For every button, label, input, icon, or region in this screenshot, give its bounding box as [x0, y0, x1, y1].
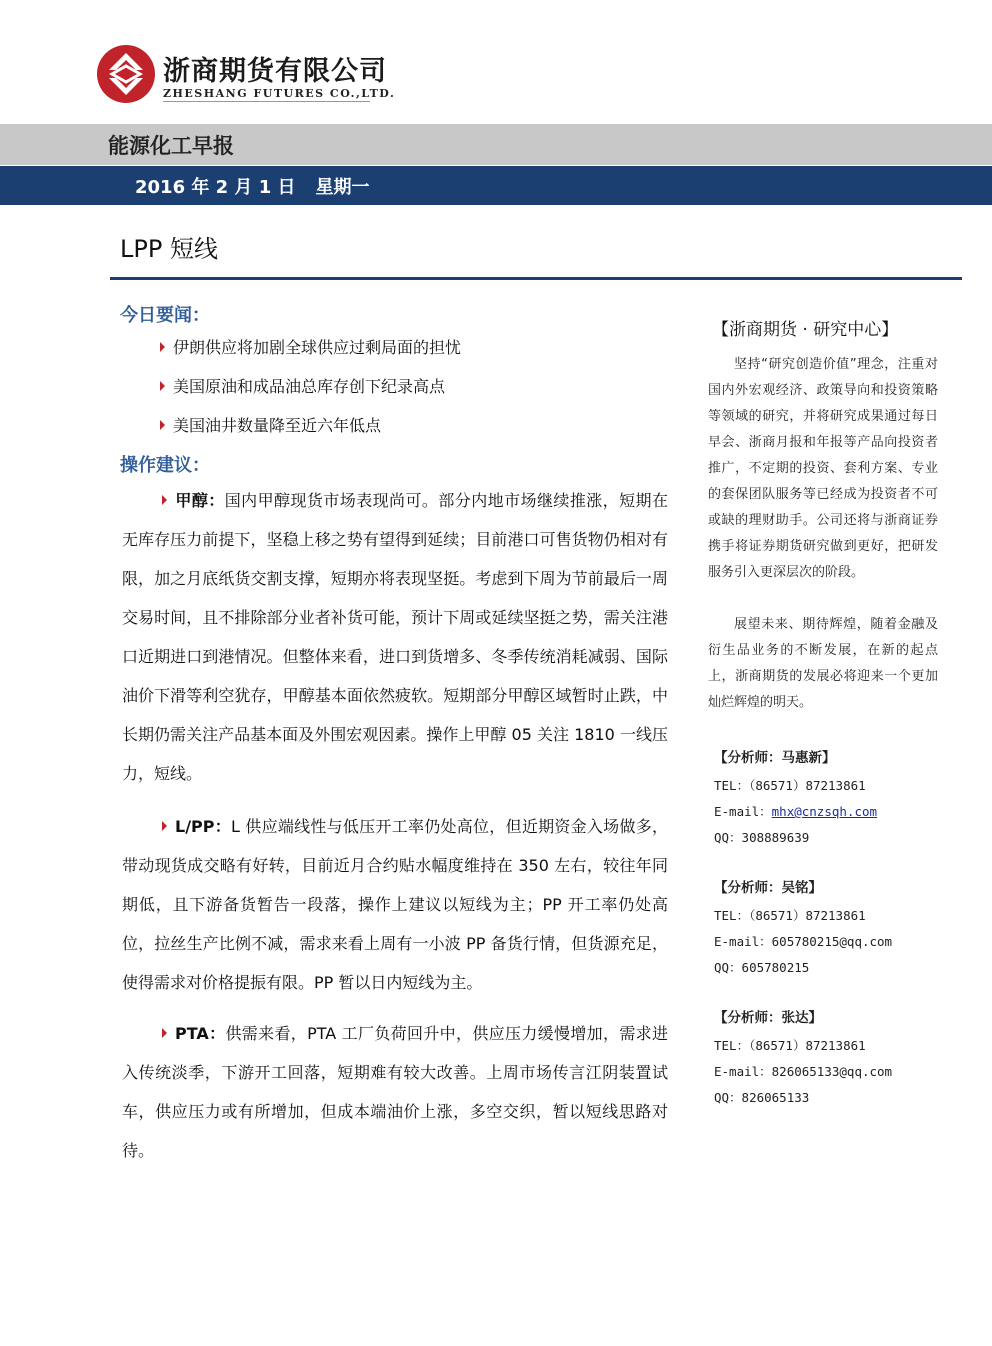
triangle-bullet-icon [160, 381, 165, 391]
analyst-card [714, 1006, 954, 1111]
advice-label: PTA： [175, 1024, 226, 1043]
news-item-text: 美国油井数量降至近六年低点 [173, 416, 382, 435]
analyst-email-label: E-mail： [714, 1064, 772, 1079]
advice-lpp [122, 807, 668, 1002]
analyst-email-line [714, 799, 954, 825]
news-heading: 今日要闻： [120, 305, 210, 326]
news-item-text: 伊朗供应将加剧全球供应过剩局面的担忧 [173, 338, 462, 357]
analyst-email-link[interactable]: mhx@cnzsqh.com [771, 804, 878, 819]
analyst-email-label: E-mail： [714, 934, 772, 949]
news-item-text: 美国原油和成品油总库存创下纪录高点 [173, 377, 446, 396]
sidebar-paragraph: 坚持“研究创造价值”理念，注重对国内外宏观经济、政策导向和投资策略等领域的研究，并将研究成果通过每日早会、浙商月报和年报等产品向投资者推广，不定期的投资、套利方案、专业的套保团队服务等已经成为投资者不可或缺的理财助手。公司还将与浙商证券携手将证券期货研究做到更好，把研发服务引入更深层次的阶段。 [708, 357, 938, 580]
analyst-email-label: E-mail： [714, 804, 772, 819]
analyst-name: 【分析师：马惠新】 [714, 750, 836, 766]
advice-text: 国内甲醇现货市场表现尚可。部分内地市场继续推涨，短期在无库存压力前提下，坚稳上移之势有望得到延续；目前港口可售货物仍相对有限，加之月底纸货交割支撑，短期亦将表现坚挺。考虑到下周为节前最后一周交易时间，且不排除部分业者补货可能，预计下周或延续坚挺之势，需关注港口近期进口到港情况。但整体来看，进口到货增多、冬季传统消耗减弱、国际油价下滑等利空犹存，甲醇基本面依然疲软。短期部分甲醇区域暂时止跌，中长期仍需关注产品基本面及外围宏观因素。操作上甲醇 05 关注 1810 一线压力，短线。 [122, 491, 668, 783]
analyst-card [714, 876, 954, 981]
analyst-email-line [714, 929, 954, 955]
company-name-cn: 浙商期货有限公司 [163, 56, 387, 87]
analyst-tel: TEL：（86571）87213861 [714, 778, 866, 793]
advice-pta [122, 1014, 668, 1170]
news-item [160, 413, 381, 436]
triangle-bullet-icon [162, 1028, 167, 1038]
advice-heading: 操作建议： [120, 455, 210, 476]
analyst-email-text: 826065133@qq.com [771, 1064, 893, 1079]
report-weekday: 星期一 [315, 177, 370, 198]
series-band [0, 124, 992, 165]
analyst-name: 【分析师：张达】 [714, 1010, 822, 1026]
analyst-card [714, 746, 954, 851]
report-date: 2016 年 2 月 1 日 [135, 177, 296, 198]
report-date-line [135, 173, 369, 199]
analyst-name: 【分析师：吴铭】 [714, 880, 822, 896]
advice-label: 甲醇： [175, 491, 225, 510]
triangle-bullet-icon [160, 342, 165, 352]
analyst-email-text: 605780215@qq.com [771, 934, 893, 949]
report-series: 能源化工早报 [108, 134, 234, 158]
report-title: LPP 短线 [120, 235, 218, 263]
advice-methanol [122, 481, 668, 793]
news-item [160, 335, 461, 358]
analyst-tel: TEL：（86571）87213861 [714, 908, 866, 923]
triangle-bullet-icon [160, 420, 165, 430]
triangle-bullet-icon [162, 495, 167, 505]
date-band [0, 166, 992, 205]
sidebar-heading: 【浙商期货 · 研究中心】 [712, 320, 899, 340]
title-divider [110, 277, 962, 280]
company-name-en: ZHESHANG FUTURES CO.,LTD. [163, 87, 396, 100]
advice-text: L 供应端线性与低压开工率仍处高位，但近期资金入场做多，带动现货成交略有好转，目前近月合约贴水幅度维持在 350 左右，较往年同期低，且下游备货暂告一段落，操作上建议以短线为主；PP 开工率仍处高位，拉丝生产比例不减，需求来看上周有一小波 PP 备货行情，但货源充足，使得需求对价格提振有限。PP 暂以日内短线为主。 [122, 817, 668, 992]
company-underline [163, 101, 370, 102]
triangle-bullet-icon [162, 821, 167, 831]
analyst-qq: QQ：308889639 [714, 830, 810, 845]
company-logo-icon [96, 44, 156, 104]
sidebar-paragraph: 展望未来、期待辉煌，随着金融及衍生品业务的不断发展，在新的起点上，浙商期货的发展必将迎来一个更加灿烂辉煌的明天。 [708, 617, 938, 710]
news-item [160, 374, 445, 397]
analyst-qq: QQ：605780215 [714, 960, 810, 975]
advice-label: L/PP： [175, 817, 232, 836]
advice-text: 供需来看，PTA 工厂负荷回升中，供应压力缓慢增加，需求进入传统淡季，下游开工回落，短期难有较大改善。上周市场传言江阴装置试车，供应压力或有所增加，但成本端油价上涨，多空交织，暂以短线思路对待。 [122, 1024, 668, 1160]
analyst-tel: TEL：（86571）87213861 [714, 1038, 866, 1053]
analyst-qq: QQ：826065133 [714, 1090, 810, 1105]
analyst-email-line [714, 1059, 954, 1085]
